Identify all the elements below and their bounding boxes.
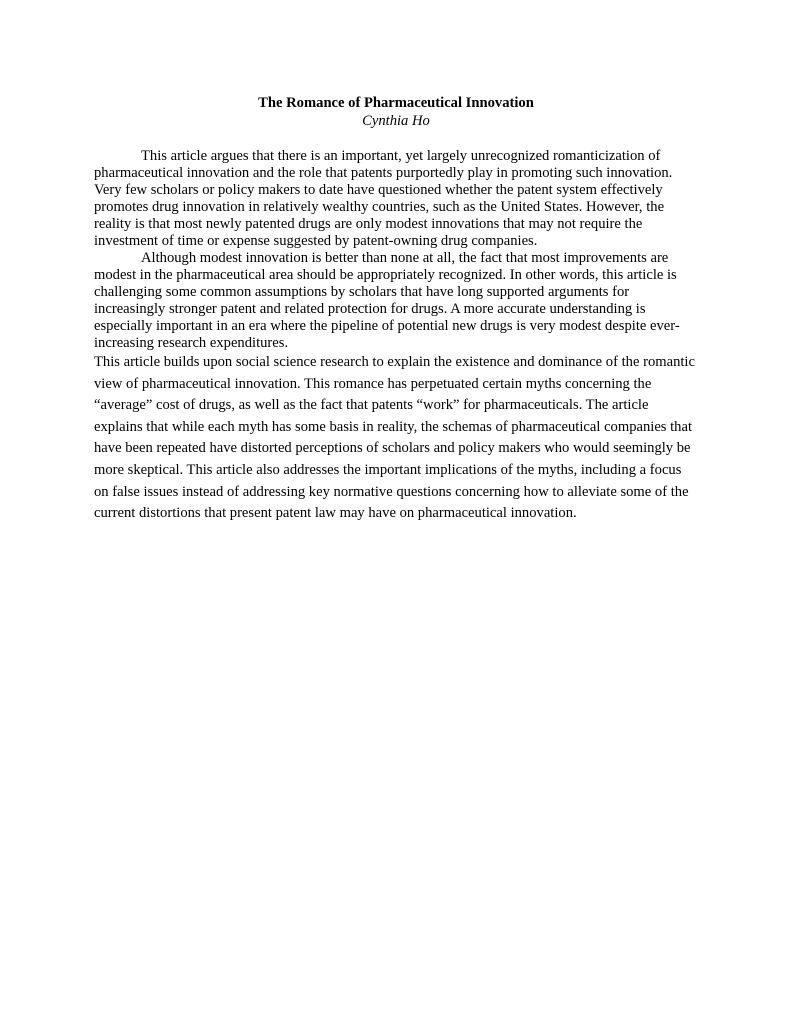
document-title: The Romance of Pharmaceutical Innovation [258,95,534,111]
document-body [94,94,698,525]
abstract-paragraph-1: This article argues that there is an important, yet largely unrecognized romanticization of pharmaceutical innovation and the role that patents purportedly play in promoting such innovation. Very few scholars or policy makers to date have questioned whether the patent system effectively promotes drug innovation in relatively wealthy countries, such as the United States. However, the reality is that most newly patented drugs are only modest innovations that may not require the investment of time or expense suggested by patent-owning drug companies. [94,148,673,249]
document-author: Cynthia Ho [362,113,430,129]
abstract-paragraph-3: This article builds upon social science research to explain the existence and dominance of the romantic view of pharmaceutical innovation. This romance has perpetuated certain myths concerning the “average” cost of drugs, as well as the fact that patents “work” for pharmaceuticals. The article explains that while each myth has some basis in reality, the schemas of pharmaceutical companies that have been repeated have distorted perceptions of scholars and policy makers who would seemingly be more skeptical. This article also addresses the important implications of the myths, including a focus on false issues instead of addressing key normative questions concerning how to alleviate some of the current distortions that present patent law may have on pharmaceutical innovation. [94,354,695,522]
abstract-paragraph-2: Although modest innovation is better than none at all, the fact that most improvements are modest in the pharmaceutical area should be appropriately recognized. In other words, this article is challenging some common assumptions by scholars that have long supported arguments for increasingly stronger patent and related protection for drugs. A more accurate understanding is especially important in an era where the pipeline of potential new drugs is very modest despite ever-increasing research expenditures. [94,250,680,351]
